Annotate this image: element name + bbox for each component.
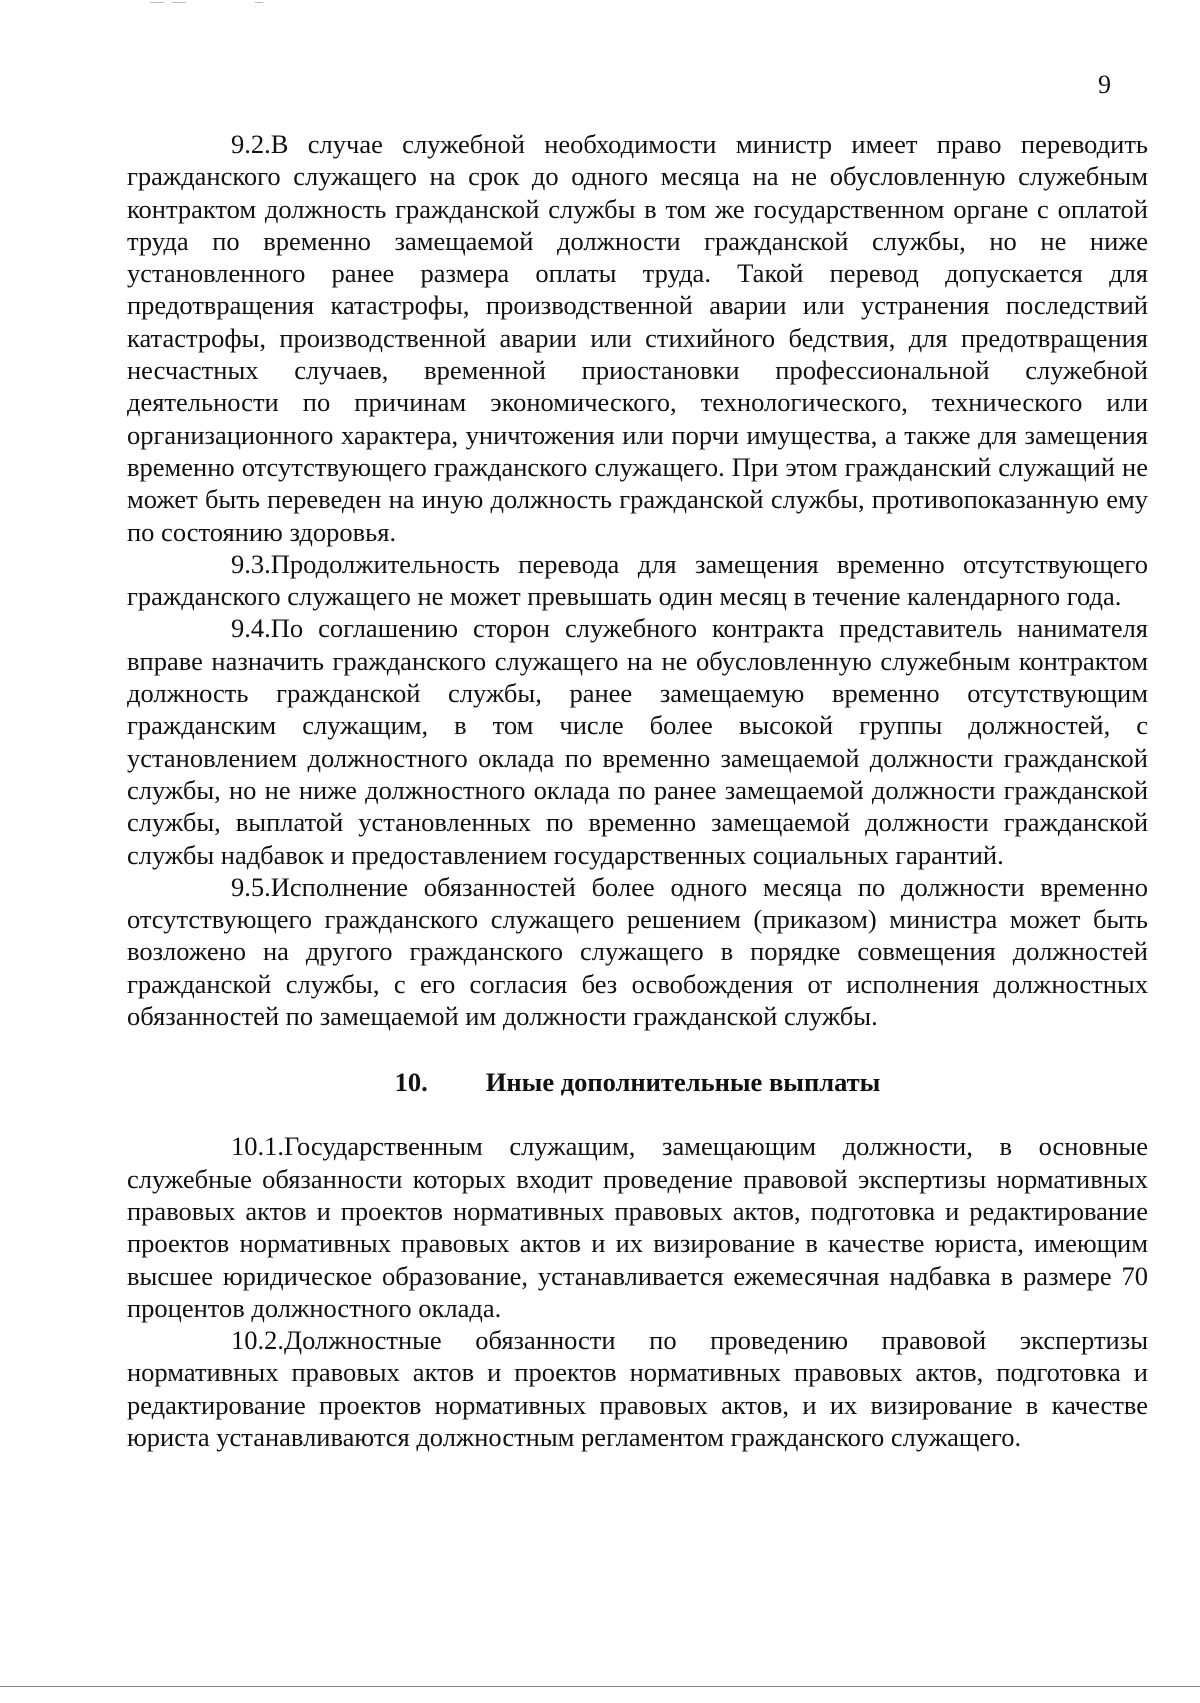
clause-number: 10.1. bbox=[231, 1131, 284, 1162]
clause-text: В случае служебной необходимости министр имеет право переводить гражданского служащего на срок до одного месяца на не обусловленную служебным контрактом должность гражданской службы в том же государственном органе с оплатой труда по временно замещаемой должности гражданской службы, но не ниже установленного ранее размера оплаты труда. Такой перевод допускается для предотвращения катастрофы, производственной аварии или устранения последствий катастрофы, производственной аварии или стихийного бедствия, для предотвращения несчастных случаев, временной приостановки профессиональной служебной деятельности по причинам экономического, технологического, технического или организационного характера, уничтожения или порчи имущества, а также для замещения временно отсутствующего гражданского служащего. При этом гражданский служащий не может быть переведен на иную должность гражданской службы, противопоказанную ему по состоянию здоровья. bbox=[127, 129, 1148, 547]
paragraph-9-3 bbox=[127, 548, 1148, 613]
clause-text: Продолжительность перевода для замещения временно отсутствующего гражданского служащего не может превышать один месяц в течение календарного года. bbox=[127, 548, 1148, 612]
paragraph-9-4 bbox=[127, 612, 1148, 870]
paragraph-9-2 bbox=[127, 128, 1148, 548]
scan-border-line bbox=[0, 1686, 1200, 1687]
clause-text: По соглашению сторон служебного контракта представитель нанимателя вправе назначить гражданского служащего на не обусловленную служебным контрактом должность гражданской службы, ранее замещаемую временно отсутствующим гражданским служащим, в том числе более высокой группы должностей, с установлением должностного оклада по временно замещаемой должности гражданской службы, но не ниже должностного оклада по ранее замещаемой должности гражданской службы, выплатой установленных по временно замещаемой должности гражданской службы надбавок и предоставлением государственных социальных гарантий. bbox=[127, 613, 1148, 870]
scan-artifact bbox=[255, 2, 263, 3]
clause-text: Государственным служащим, замещающим должности, в основные служебные обязанности которых входит проведение правовой экспертизы нормативных правовых актов и проектов нормативных правовых актов, подготовка и редактирование проектов нормативных правовых актов и их визирование в качестве юриста, имеющим высшее юридическое образование, устанавливается ежемесячная надбавка в размере 70 процентов должностного оклада. bbox=[127, 1131, 1148, 1323]
section-heading bbox=[127, 1066, 1148, 1098]
scan-artifact bbox=[172, 2, 186, 3]
clause-number: 9.3. bbox=[231, 548, 271, 579]
clause-number: 9.4. bbox=[231, 613, 271, 644]
clause-text: Должностные обязанности по проведению правовой экспертизы нормативных правовых актов и проектов нормативных правовых актов, подготовка и редактирование проектов нормативных правовых актов, и их визирование в качестве юриста устанавливаются должностным регламентом гражданского служащего. bbox=[127, 1325, 1148, 1452]
clause-number: 10.2. bbox=[231, 1325, 284, 1356]
clause-number: 9.5. bbox=[231, 871, 271, 902]
document-body bbox=[127, 128, 1148, 1453]
paragraph-10-2 bbox=[127, 1324, 1148, 1453]
clause-text: Исполнение обязанностей более одного месяца по должности временно отсутствующего гражданского служащего решением (приказом) министра может быть возложено на другого гражданского служащего в порядке совмещения должностей гражданской службы, с его согласия без освобождения от исполнения должностных обязанностей по замещаемой им должности гражданской службы. bbox=[127, 871, 1148, 1032]
page-number: 9 bbox=[1098, 70, 1111, 99]
section-number: 10. bbox=[394, 1067, 428, 1098]
scan-artifact bbox=[150, 2, 164, 3]
section-title: Иные дополнительные выплаты bbox=[485, 1067, 881, 1098]
paragraph-9-5 bbox=[127, 871, 1148, 1032]
clause-number: 9.2. bbox=[231, 129, 271, 159]
paragraph-10-1 bbox=[127, 1130, 1148, 1324]
